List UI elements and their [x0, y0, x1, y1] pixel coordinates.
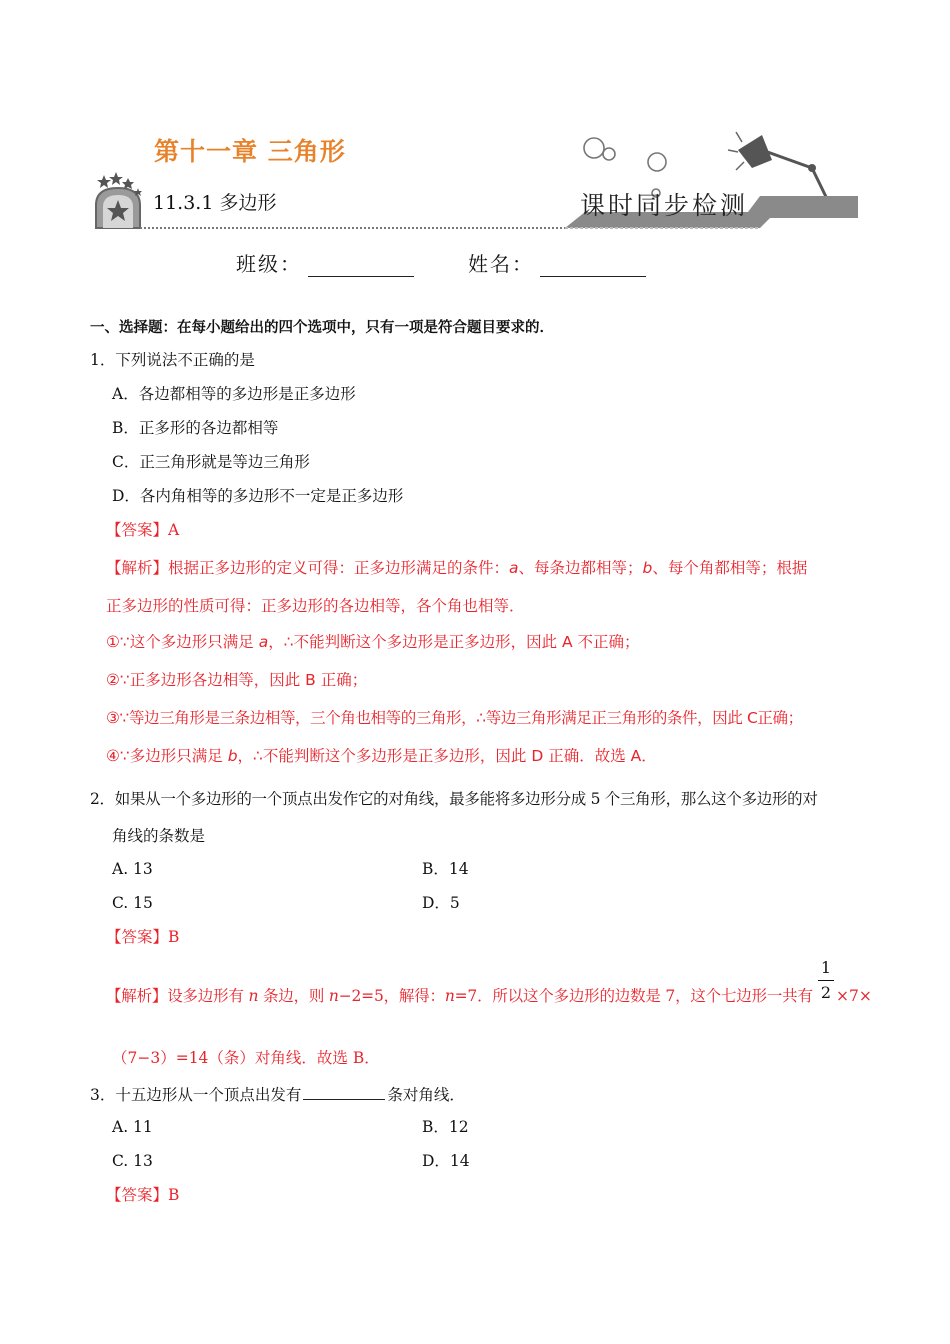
q3-option-b: B．12 [422, 1118, 469, 1136]
q3-option-c: C. 13 [112, 1152, 153, 1170]
q3-answer-value: B [168, 1186, 180, 1204]
q2-analysis-line-2: （7−3）=14（条）对角线．故选 B． [112, 1049, 380, 1067]
q2-fraction-half: $\frac{1}{2}$ [818, 958, 834, 1003]
q3-option-d: D．14 [422, 1152, 470, 1170]
q1-answer-value: A [168, 521, 180, 539]
q3-stem: 3．十五边形从一个顶点出发有 条对角线． [90, 1083, 465, 1105]
q2-option-b: B．14 [422, 860, 469, 878]
q2-answer-value: B [168, 928, 180, 946]
q2-option-c: C. 15 [112, 894, 153, 912]
section-heading: 一、选择题：在每小题给出的四个选项中，只有一项是符合题目要求的． [90, 320, 554, 336]
q3-answer [106, 1185, 179, 1205]
q3-option-a: A. 11 [112, 1118, 153, 1136]
q3-answer-label: 【答案】 [106, 1186, 169, 1204]
brand-text: 课时同步检测 [580, 191, 749, 220]
q2-analysis-label: 【解析】 [106, 987, 168, 1005]
q2-answer-label: 【答案】 [106, 928, 169, 946]
q2-option-d: D．5 [422, 894, 460, 912]
q1-analysis-label: 【解析】 [106, 559, 169, 577]
q1-analysis-line-4: ②∵正多边形各边相等，因此 B 正确； [106, 671, 368, 689]
name-label: 姓名： [468, 252, 534, 276]
q1-answer-label: 【答案】 [106, 521, 169, 539]
name-blank[interactable] [540, 254, 646, 277]
star-badge-icon [96, 172, 142, 228]
q2-answer [106, 927, 179, 947]
header-decoration [0, 0, 950, 240]
class-field[interactable] [236, 248, 414, 277]
q1-option-b: B．正多形的各边都相等 [112, 419, 279, 437]
q2-analysis-line-1: 【解析】设多边形有 n 条边，则 n−2=5，解得：n=7．所以这个多边形的边数是 7，这个七边形一共有 [106, 987, 813, 1005]
chapter-title: 第十一章 三角形 [154, 137, 346, 166]
class-label: 班级： [236, 252, 302, 276]
q3-answer-blank[interactable] [303, 1083, 385, 1100]
q1-stem: 1．下列说法不正确的是 [90, 351, 255, 369]
q1-option-a: A．各边都相等的多边形是正多边形 [112, 385, 356, 403]
name-field[interactable] [468, 248, 646, 277]
q1-analysis-line-6: ④∵多边形只满足 b，∴不能判断这个多边形是正多边形，因此 D 正确．故选 A． [106, 747, 657, 765]
q1-analysis-line-2: 正多边形的性质可得：正多边形的各边相等，各个角也相等． [106, 597, 525, 615]
q2-stem-line-2: 角线的条数是 [112, 827, 206, 845]
q1-analysis-line-1: 【解析】根据正多边形的定义可得：正多边形满足的条件：a、每条边都相等；b、每个角都相等；根据 [106, 559, 808, 577]
q1-option-c: C．正三角形就是等边三角形 [112, 453, 310, 471]
q1-analysis-line-5: ③∵等边三角形是三条边相等，三个角也相等的三角形，∴等边三角形满足正三角形的条件，因此 C正确； [106, 709, 803, 727]
q1-answer [106, 520, 179, 540]
q1-option-d: D．各内角相等的多边形不一定是正多边形 [112, 487, 404, 505]
q2-option-a: A. 13 [112, 860, 153, 878]
class-blank[interactable] [308, 254, 414, 277]
q1-analysis-line-3: ①∵这个多边形只满足 a，∴不能判断这个多边形是正多边形，因此 A 不正确； [106, 633, 640, 651]
q2-stem-line-1: 2．如果从一个多边形的一个顶点出发作它的对角线，最多能将多边形分成 5 个三角形，那么这个多边形的对 [90, 790, 818, 808]
section-title: 11.3.1 多边形 [153, 192, 277, 214]
q2-analysis-times: ×7× [836, 987, 872, 1005]
